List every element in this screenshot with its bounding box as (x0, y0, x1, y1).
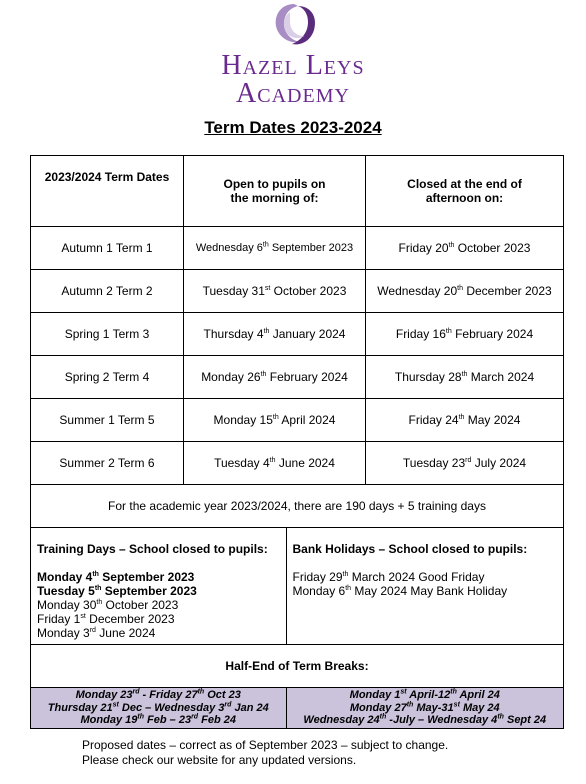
term-open-date: Monday 15th April 2024 (184, 399, 366, 442)
break-period: Monday 1st April-12th April 24 (349, 688, 500, 702)
term-row (31, 313, 564, 356)
bank-holidays-heading: Bank Holidays – School closed to pupils: (292, 542, 528, 556)
bank-holiday: Monday 6th May 2024 May Bank Holiday (292, 584, 508, 598)
logo-emblem-icon (268, 2, 320, 50)
term-row (31, 270, 564, 313)
term-dates-table (30, 155, 564, 729)
term-open-date: Monday 26th February 2024 (184, 356, 366, 399)
footer-line2: Please check our website for any updated versions. (82, 753, 357, 767)
page-title: Term Dates 2023-2024 (204, 118, 382, 137)
holidays-row (31, 528, 564, 645)
term-close-date: Friday 20th October 2023 (366, 227, 564, 270)
bank-holidays-box (286, 528, 563, 644)
bank-holiday: Friday 29th March 2024 Good Friday (292, 570, 485, 584)
training-day: Tuesday 5th September 2023 (37, 584, 197, 598)
logo-text-line2: Academy (236, 78, 350, 109)
term-open-date: Tuesday 4th June 2024 (184, 442, 366, 485)
table-header-row (31, 156, 564, 227)
term-name: Spring 1 Term 3 (31, 313, 184, 356)
term-row (31, 356, 564, 399)
term-name: Summer 2 Term 6 (31, 442, 184, 485)
breaks-row (31, 688, 564, 729)
header-term-dates: 2023/2024 Term Dates (31, 156, 184, 227)
header-open: Open to pupils on the morning of: (184, 156, 366, 227)
break-period: Monday 23rd - Friday 27th Oct 23 (75, 688, 241, 702)
logo-text-line1: Hazel Leys (221, 50, 365, 81)
term-close-date: Friday 24th May 2024 (366, 399, 564, 442)
footer-line1: Proposed dates – correct as of September 2023 – subject to change. (82, 738, 449, 752)
header-close: Closed at the end of afternoon on: (366, 156, 564, 227)
footer-note (82, 738, 448, 768)
training-day: Monday 4th September 2023 (37, 570, 195, 584)
term-open-date: Tuesday 31st October 2023 (184, 270, 366, 313)
term-name: Autumn 1 Term 1 (31, 227, 184, 270)
term-name: Autumn 2 Term 2 (31, 270, 184, 313)
term-name: Summer 1 Term 5 (31, 399, 184, 442)
academy-logo (0, 0, 586, 110)
term-close-date: Wednesday 20th December 2023 (366, 270, 564, 313)
break-period: Monday 27th May-31st May 24 (349, 701, 500, 714)
term-row (31, 399, 564, 442)
academic-year-row (31, 485, 564, 528)
half-term-title: Half-End of Term Breaks: (31, 645, 564, 688)
term-close-date: Thursday 28th March 2024 (366, 356, 564, 399)
term-row (31, 227, 564, 270)
training-days-box (31, 528, 286, 644)
breaks-left-cell (31, 688, 286, 728)
breaks-right-cell (286, 688, 563, 728)
term-close-date: Friday 16th February 2024 (366, 313, 564, 356)
term-open-date: Wednesday 6th September 2023 (184, 227, 366, 270)
term-row (31, 442, 564, 485)
break-period: Wednesday 24th -July – Wednesday 4th Sept 24 (303, 713, 547, 727)
training-days-heading: Training Days – School closed to pupils: (37, 542, 268, 556)
half-term-title-row (31, 645, 564, 688)
training-day: Monday 3rd June 2024 (37, 626, 156, 640)
academic-year-note: For the academic year 2023/2024, there are 190 days + 5 training days (31, 485, 564, 528)
training-day: Monday 30th October 2023 (37, 598, 179, 612)
term-close-date: Tuesday 23rd July 2024 (366, 442, 564, 485)
term-name: Spring 2 Term 4 (31, 356, 184, 399)
break-period: Thursday 21st Dec – Wednesday 3rd Jan 24 (47, 701, 269, 714)
break-period: Monday 19th Feb – 23rd Feb 24 (80, 713, 236, 727)
training-day: Friday 1st December 2023 (37, 612, 175, 626)
term-open-date: Thursday 4th January 2024 (184, 313, 366, 356)
